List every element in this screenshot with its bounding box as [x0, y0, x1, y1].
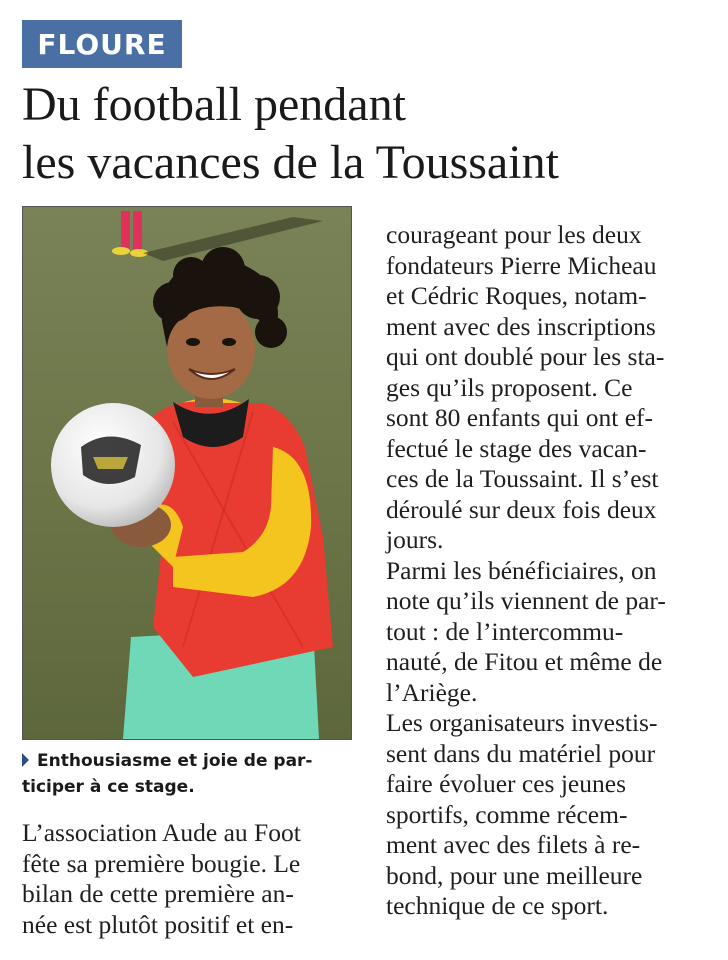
article-column-right [386, 220, 718, 922]
article-line: nauté, de Fitou et même de [386, 647, 663, 676]
article-line: ment avec des filets à re- [386, 830, 641, 859]
article-line: bond, pour une meilleure [386, 860, 643, 890]
article-line: ment avec des inscriptions [386, 311, 656, 341]
article-line: jours. [386, 525, 444, 554]
article-line: née est plutôt positif et en- [22, 909, 294, 939]
article-line: fondateurs Pierre Micheau [386, 250, 657, 280]
article-line: note qu’ils viennent de par- [386, 586, 666, 615]
article-line: Les organisateurs investis- [386, 708, 658, 737]
article-line: sportifs, comme récem- [386, 799, 628, 829]
article-line: sont 80 enfants qui ont ef- [386, 403, 653, 432]
article-line: fête sa première bougie. Le [22, 848, 301, 878]
caption-text: Enthousiasme et joie de par- [37, 751, 313, 771]
article-line: tout : de l’intercommu- [386, 616, 624, 646]
article-line: courageant pour les deux [386, 220, 642, 249]
headline-line: les vacances de la Toussaint [22, 136, 559, 189]
article-line: ces de la Toussaint. Il s’est [386, 464, 659, 493]
article-line: L’association Aude au Foot [22, 818, 301, 847]
article-photo [22, 206, 352, 740]
article-line: fectué le stage des vacan- [386, 433, 647, 463]
article-line: et Cédric Roques, notam- [386, 281, 647, 310]
headline-line: Du football pendant [22, 78, 406, 131]
caption-line: ticiper à ce stage. [22, 777, 195, 797]
article-line: technique de ce sport. [386, 891, 609, 920]
article-line: Parmi les bénéficiaires, on [386, 555, 657, 585]
article-line: faire évoluer ces jeunes [386, 769, 626, 798]
caption-line [22, 748, 360, 774]
photo-caption [22, 748, 360, 800]
headline [22, 76, 712, 192]
article-line: sent dans du matériel pour [386, 738, 656, 768]
section-tag: FLOURE [22, 20, 182, 68]
child-with-football-image [23, 207, 351, 739]
article-line: bilan de cette première an- [22, 879, 294, 908]
article-column-left [22, 818, 360, 940]
article-line: l’Ariège. [386, 677, 478, 707]
caption-marker-icon [22, 753, 29, 767]
article-line: qui ont doublé pour les sta- [386, 342, 665, 371]
article-line: déroulé sur deux fois deux [386, 494, 657, 524]
article-line: ges qu’ils proposent. Ce [386, 372, 633, 402]
